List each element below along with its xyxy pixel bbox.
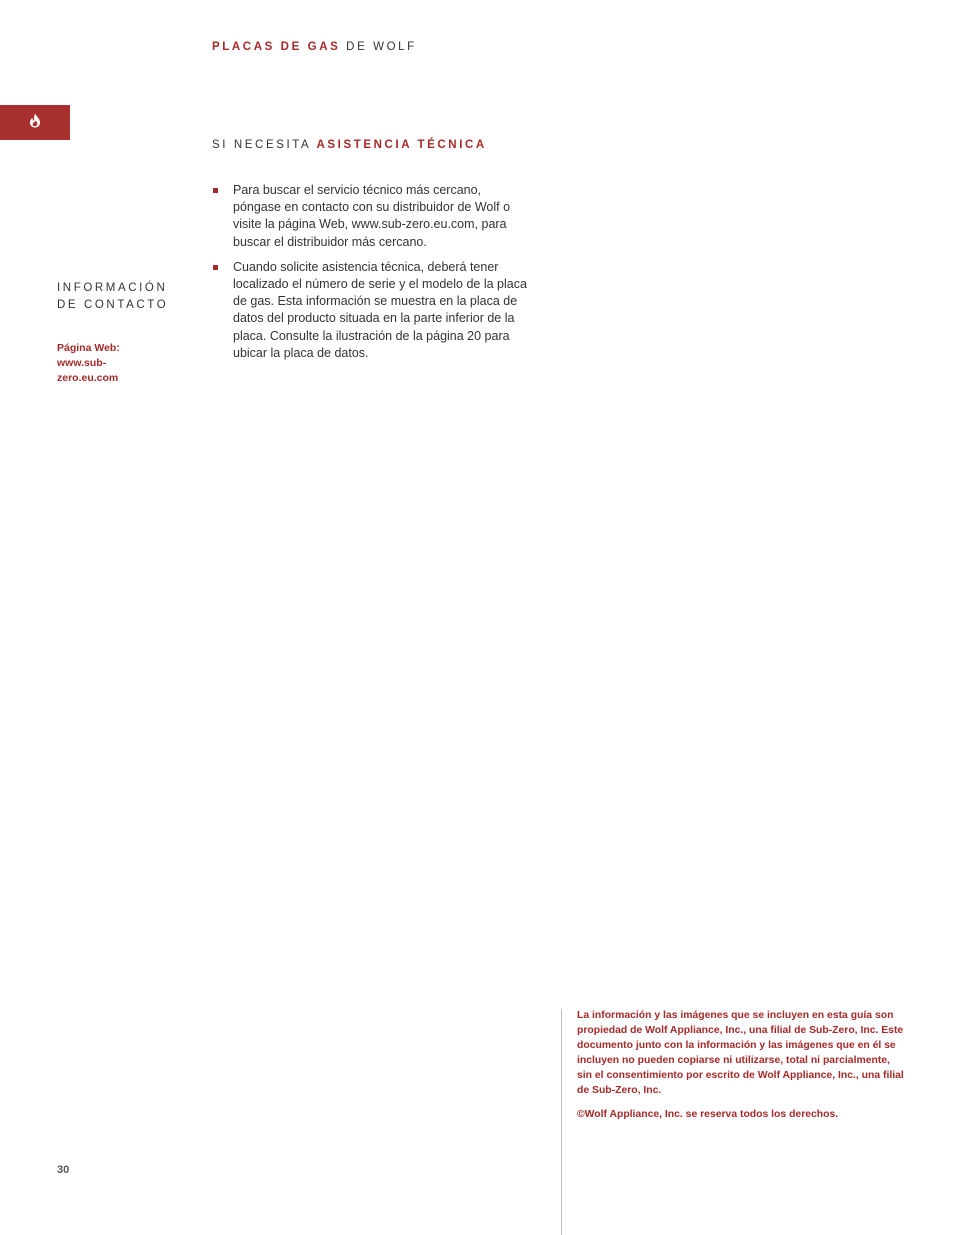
section-title-prefix: SI NECESITA [212,139,317,151]
website-label: Página Web: [57,342,120,354]
contact-website [57,341,137,386]
legal-paragraph: La información y las imágenes que se incluyen en esta guía son propiedad de Wolf Appliance, Inc., una filial de Sub-Zero, Inc. Este documento junto con la información y las imágenes que en él se incluyen no pueden copiarse ni utilizarse, total ni parcialmente, sin el consentimiento por escrito de Wolf Appliance, Inc., una filial de Sub-Zero, Inc. [577,1010,904,1097]
list-item [212,182,532,251]
website-url-line2: zero.eu.com [57,372,119,384]
assistance-bullet-list [212,182,532,370]
page-number: 30 [57,1164,70,1176]
legal-divider [561,1009,562,1235]
bullet-square-icon [213,188,218,193]
running-header [212,41,417,53]
running-header-accent: PLACAS DE GAS [212,41,341,53]
bullet-text: Para buscar el servicio técnico más cercano, póngase en contacto con su distribuidor de Wolf o visite la página Web, www.sub-zero.eu.com, para buscar el distribuidor más cercano. [233,183,511,249]
running-header-rest: DE WOLF [340,41,417,53]
contact-heading-line1: INFORMACIÓN [57,282,168,294]
copyright-notice: ©Wolf Appliance, Inc. se reserva todos los derechos. [577,1108,839,1120]
list-item [212,259,532,362]
section-title-accent: ASISTENCIA TÉCNICA [316,139,487,151]
section-title [212,139,487,151]
section-tab [0,105,70,140]
flame-icon [29,113,41,133]
contact-heading [57,280,197,314]
bullet-text: Cuando solicite asistencia técnica, deberá tener localizado el número de serie y el modelo de la placa de gas. Esta información se muestra en la placa de datos del producto situada en la parte inferior de la placa. Consulte la ilustración de la página 20 para ubicar la placa de datos. [233,259,527,360]
contact-heading-line2: DE CONTACTO [57,299,169,311]
website-url-line1: www.sub- [57,357,107,369]
bullet-square-icon [213,265,218,270]
legal-notice [577,1008,907,1130]
